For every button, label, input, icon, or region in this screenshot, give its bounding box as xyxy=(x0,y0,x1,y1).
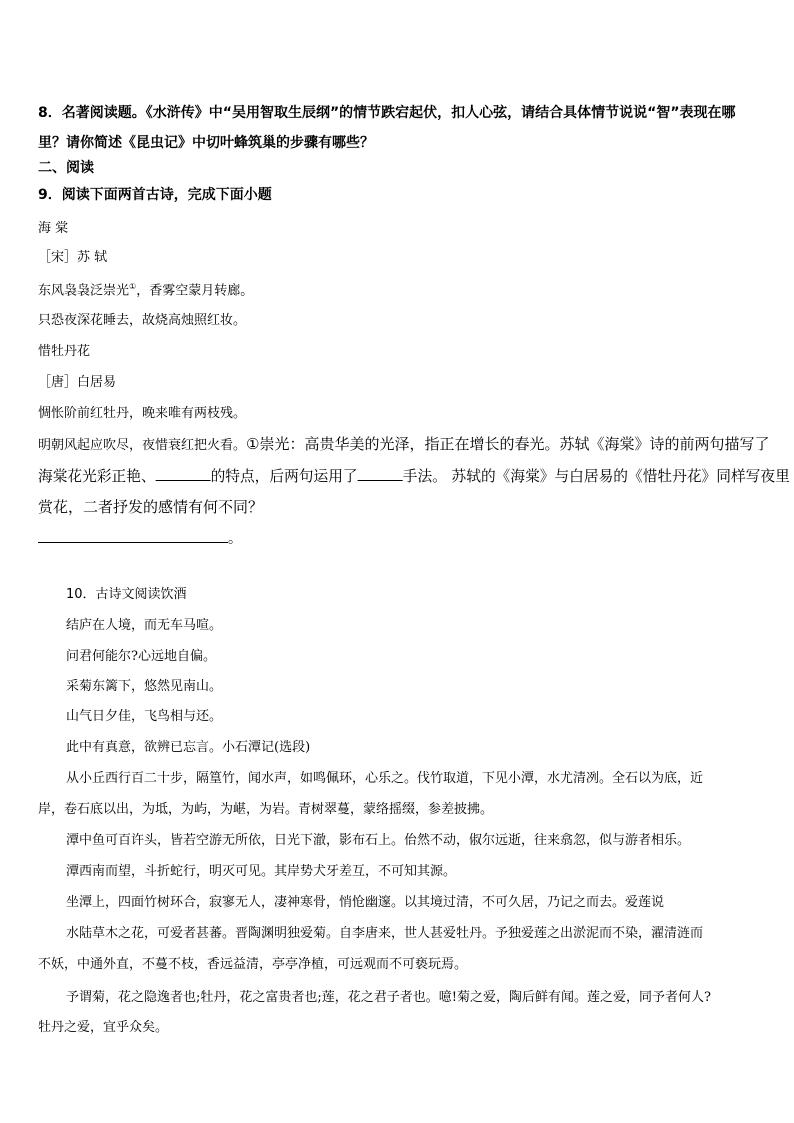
q9-title: 9．阅读下面两首古诗，完成下面小题 xyxy=(38,187,272,203)
poem1-line-1-rest: ，香雾空蒙月转廊。 xyxy=(136,283,254,299)
poem1-line-1 xyxy=(38,283,253,297)
drinking-poem-line-3: 采菊东篱下，悠然见南山。 xyxy=(66,679,223,694)
q9-line-2-a: 海棠花光彩正艳、 xyxy=(38,467,156,485)
answer-blank-1[interactable] xyxy=(156,468,211,481)
ailianshuo-para-2-line-1: 予谓菊，花之隐逸者也;牡丹，花之富贵者也;莲，花之君子者也。噫!菊之爱，陶后鲜有闻。莲之爱，同予者何人? xyxy=(66,990,711,1005)
q9-line-2-b: 的特点，后两句运用了 xyxy=(210,467,358,485)
xiaoshitan-para-2: 潭中鱼可百许头，皆若空游无所依，日光下澈，影布石上。佁然不动，俶尔远逝，往来翕忽，似与游者相乐。 xyxy=(66,833,691,848)
q8-line-2: 里？请你简述《昆虫记》中切叶蜂筑巢的步骤有哪些？ xyxy=(38,135,374,151)
poem1-line-1-text: 东风袅袅泛崇光 xyxy=(38,283,130,299)
answer-blank-2[interactable] xyxy=(358,468,403,481)
drinking-poem-line-2: 问君何能尔?心远地自偏。 xyxy=(66,649,216,664)
answer-period: 。 xyxy=(228,531,242,547)
q10-title: 10．古诗文阅读饮酒 xyxy=(66,587,187,602)
ailianshuo-para-1-line-2: 不妖，中通外直，不蔓不枝，香远益清，亭亭净植，可远观而不可亵玩焉。 xyxy=(38,957,468,972)
ailianshuo-para-1-line-1: 水陆草木之花，可爱者甚蕃。晋陶渊明独爱菊。自李唐来，世人甚爱牡丹。予独爱莲之出淤泥而不染，濯清涟而 xyxy=(66,926,704,941)
poem2-author: ［唐］白居易 xyxy=(38,375,117,390)
q9-line-2 xyxy=(38,468,790,484)
poem2-line-2: 明朝风起应吹尽，夜惜衰红把火看。 xyxy=(38,438,247,453)
xiaoshitan-para-1-line-2: 岸，卷石底以出，为坻，为屿，为嵁，为岩。青树翠蔓，蒙络摇缀，参差披拂。 xyxy=(38,802,494,817)
poem1-line-2: 只恐夜深花睡去，故烧高烛照红妆。 xyxy=(38,313,247,328)
drinking-poem-line-1: 结庐在人境，而无车马喧。 xyxy=(66,618,223,633)
q9-line-3: 赏花，二者抒发的感情有何不同？ xyxy=(38,498,264,516)
poem2-title: 惜牡丹花 xyxy=(38,344,91,359)
footnote-marker: ① xyxy=(129,282,137,291)
q9-line-1 xyxy=(38,437,769,453)
drinking-poem-line-4: 山气日夕佳，飞鸟相与还。 xyxy=(66,709,223,724)
poem1-title: 海 棠 xyxy=(38,221,69,236)
ailianshuo-para-2-line-2: 牡丹之爱，宜乎众矣。 xyxy=(38,1020,169,1035)
poem2-line-1: 惆怅阶前红牡丹，晚来唯有两枝残。 xyxy=(38,406,247,421)
xiaoshitan-para-1-line-1: 从小丘西行百二十步，隔篁竹，闻水声，如鸣佩环，心乐之。伐竹取道，下见小潭，水尤清冽。全石以为底，近 xyxy=(66,771,704,786)
drinking-poem-line-5 xyxy=(66,741,310,754)
q9-answer-line xyxy=(38,530,242,546)
xiaoshitan-para-4: 坐潭上，四面竹树环合，寂寥无人，凄神寒骨，悄怆幽邃。以其境过清，不可久居，乃记之而去。爱莲说 xyxy=(66,895,665,910)
drinking-poem-last: 此中有真意，欲辨已忘言。 xyxy=(66,740,223,755)
xiaoshitan-para-3: 潭西南而望，斗折蛇行，明灭可见。其岸势犬牙差互，不可知其源。 xyxy=(66,864,457,879)
q9-note: ①崇光：高贵华美的光泽，指正在增长的春光。苏轼《海棠》诗的前两句描写了 xyxy=(246,435,770,453)
poem1-author: ［宋］苏 轼 xyxy=(38,250,108,265)
q9-line-2-c: 手法。 苏轼的《海棠》与白居易的《惜牡丹花》同样写夜里 xyxy=(402,467,790,485)
answer-blank-3[interactable] xyxy=(38,530,228,543)
q8-line-1: 8．名著阅读题。《水浒传》中“吴用智取生辰纲”的情节跌宕起伏，扣人心弦，请结合具体情节说说“智”表现在哪 xyxy=(38,105,736,121)
xiaoshitan-title: 小石潭记(选段) xyxy=(222,740,311,755)
section-heading: 二、阅读 xyxy=(38,160,94,176)
